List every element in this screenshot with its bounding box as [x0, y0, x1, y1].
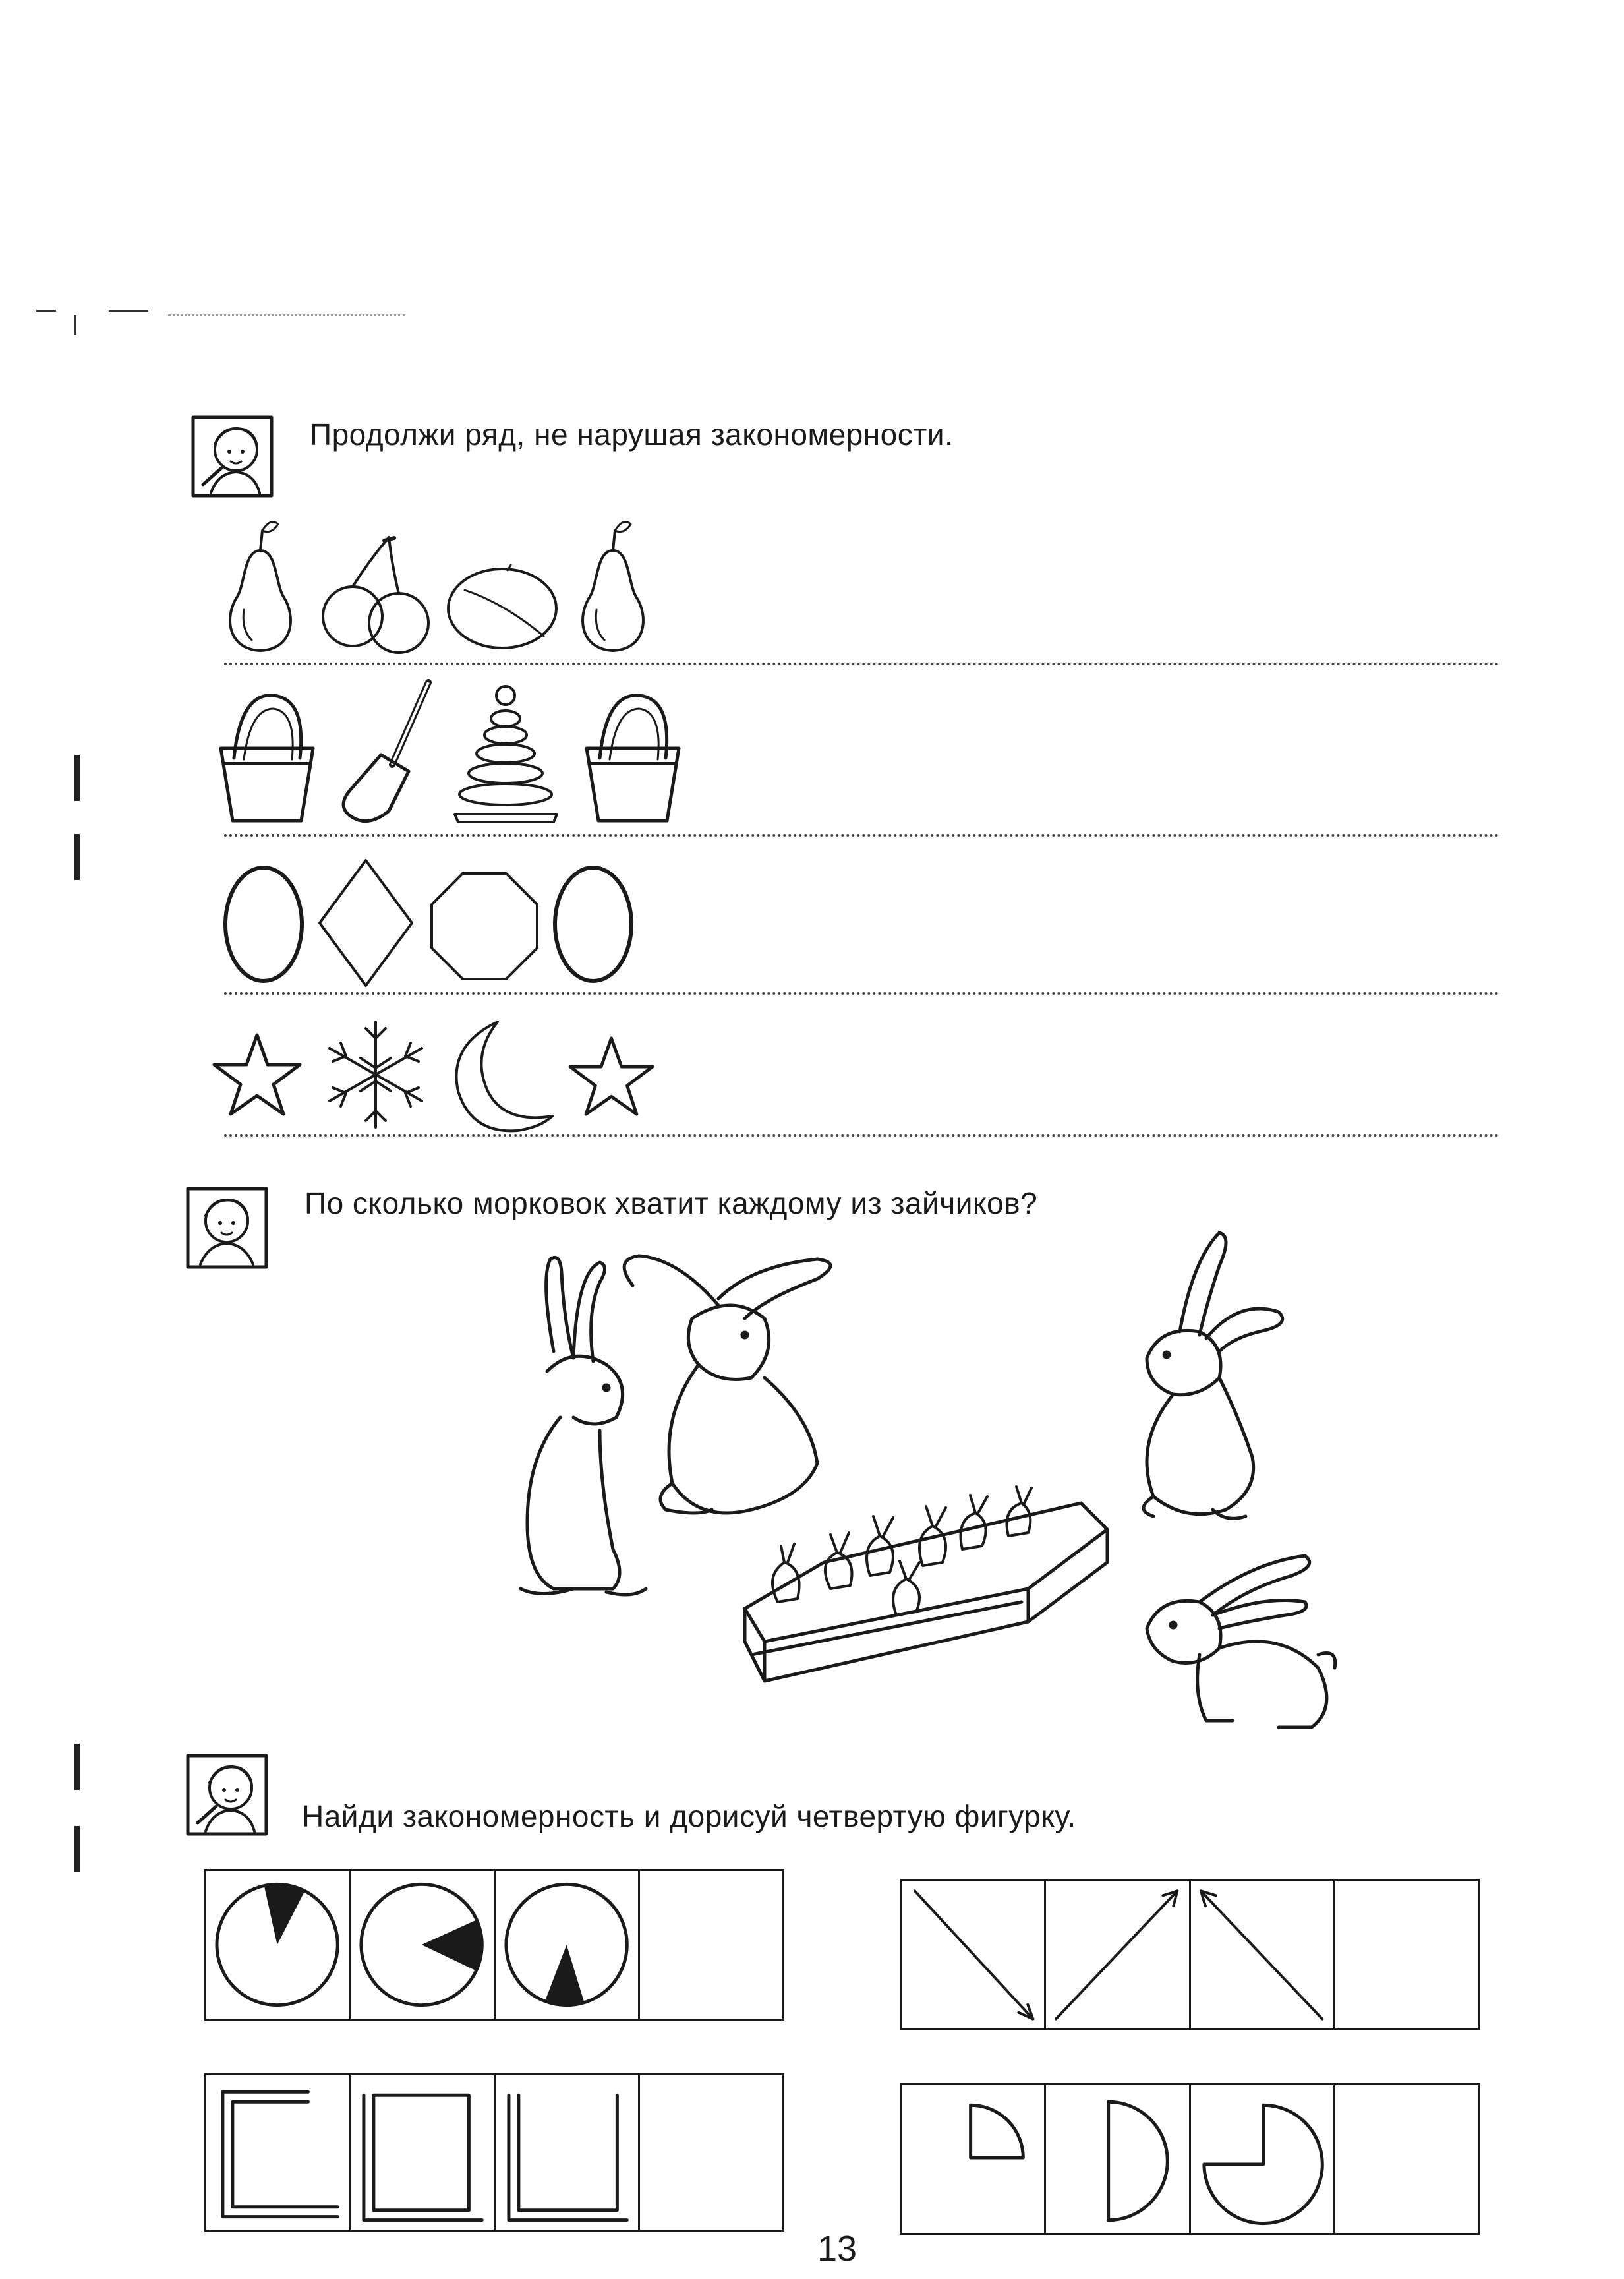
rabbits-and-carrots-illustration — [501, 1220, 1358, 1740]
circle-sector-bottom — [496, 1871, 638, 2019]
arrow-up-left-icon — [1191, 1881, 1333, 2028]
answer-cell[interactable] — [640, 2075, 782, 2230]
frame-open-right-icon — [206, 2075, 349, 2230]
frame-cell-3 — [496, 2075, 640, 2230]
arrow-cell-3 — [1191, 1881, 1335, 2028]
star-icon — [567, 1035, 656, 1117]
oval-icon — [221, 864, 306, 986]
arrow-cell-1 — [902, 1881, 1046, 2028]
octagon-icon — [428, 870, 540, 982]
answer-line[interactable] — [224, 834, 1499, 837]
child-face-icon — [186, 1187, 268, 1269]
answer-cell[interactable] — [1335, 1881, 1478, 2028]
bucket-icon — [580, 686, 685, 824]
sequence-sectors — [204, 1869, 784, 2021]
arrow-cell-2 — [1046, 1881, 1190, 2028]
binder-mark — [74, 1826, 80, 1872]
quarter-circle-icon — [902, 2085, 1044, 2233]
plum-icon — [445, 564, 560, 653]
frame-open-top-icon — [496, 2075, 638, 2230]
task-3-instruction: Найди закономерность и дорисуй четвертую фигурку. — [302, 1799, 1076, 1833]
rabbit-right-top — [1144, 1233, 1283, 1518]
arrow-up-right-icon — [1046, 1881, 1188, 2028]
circle-part-cell-3 — [1191, 2085, 1335, 2233]
pear-icon — [570, 511, 656, 656]
scan-mark — [109, 310, 148, 312]
child-writing-icon — [191, 415, 274, 498]
sector-cell-2 — [351, 1871, 495, 2019]
snowflake-icon — [320, 1019, 432, 1131]
binder-mark — [74, 1744, 80, 1790]
task-2-instruction: По сколько морковок хватит каждому из зайчиков? — [304, 1186, 1038, 1220]
scan-mark — [168, 314, 405, 316]
answer-line[interactable] — [224, 992, 1499, 995]
three-quarter-circle-icon — [1191, 2085, 1333, 2233]
pyramid-toy-icon — [448, 682, 564, 827]
circle-part-cell-1 — [902, 2085, 1046, 2233]
half-circle-icon — [1046, 2085, 1188, 2233]
child-writing-icon — [186, 1754, 268, 1836]
answer-line[interactable] — [224, 663, 1499, 665]
sequence-circle-parts — [900, 2083, 1480, 2235]
shovel-icon — [330, 679, 438, 827]
sequence-arrows — [900, 1879, 1480, 2030]
bucket-icon — [214, 686, 320, 824]
scan-mark — [74, 315, 76, 335]
rabbit-right-bottom — [1147, 1556, 1335, 1727]
circle-sector-top — [206, 1871, 349, 2019]
frame-cell-1 — [206, 2075, 351, 2230]
answer-cell[interactable] — [1335, 2085, 1478, 2233]
circle-sector-right — [351, 1871, 493, 2019]
sector-cell-3 — [496, 1871, 640, 2019]
arrow-down-right-icon — [902, 1881, 1044, 2028]
sequence-frames — [204, 2073, 784, 2232]
binder-mark — [74, 834, 80, 880]
page-number: 13 — [817, 2229, 857, 2268]
moon-icon — [442, 1019, 557, 1137]
rabbit-left — [521, 1258, 646, 1595]
binder-mark — [74, 755, 80, 801]
cherries-icon — [316, 534, 435, 656]
pear-icon — [218, 511, 303, 656]
oval-icon — [550, 864, 636, 986]
task-1-instruction: Продолжи ряд, не нарушая закономерности. — [310, 417, 954, 452]
sector-cell-1 — [206, 1871, 351, 2019]
star-icon — [211, 1032, 303, 1117]
circle-part-cell-2 — [1046, 2085, 1190, 2233]
rabbit-middle — [624, 1256, 830, 1513]
answer-line[interactable] — [224, 1134, 1499, 1137]
scan-mark — [36, 310, 56, 312]
diamond-icon — [316, 857, 415, 989]
frame-square-icon — [351, 2075, 493, 2230]
answer-cell[interactable] — [640, 1871, 782, 2019]
frame-cell-2 — [351, 2075, 495, 2230]
